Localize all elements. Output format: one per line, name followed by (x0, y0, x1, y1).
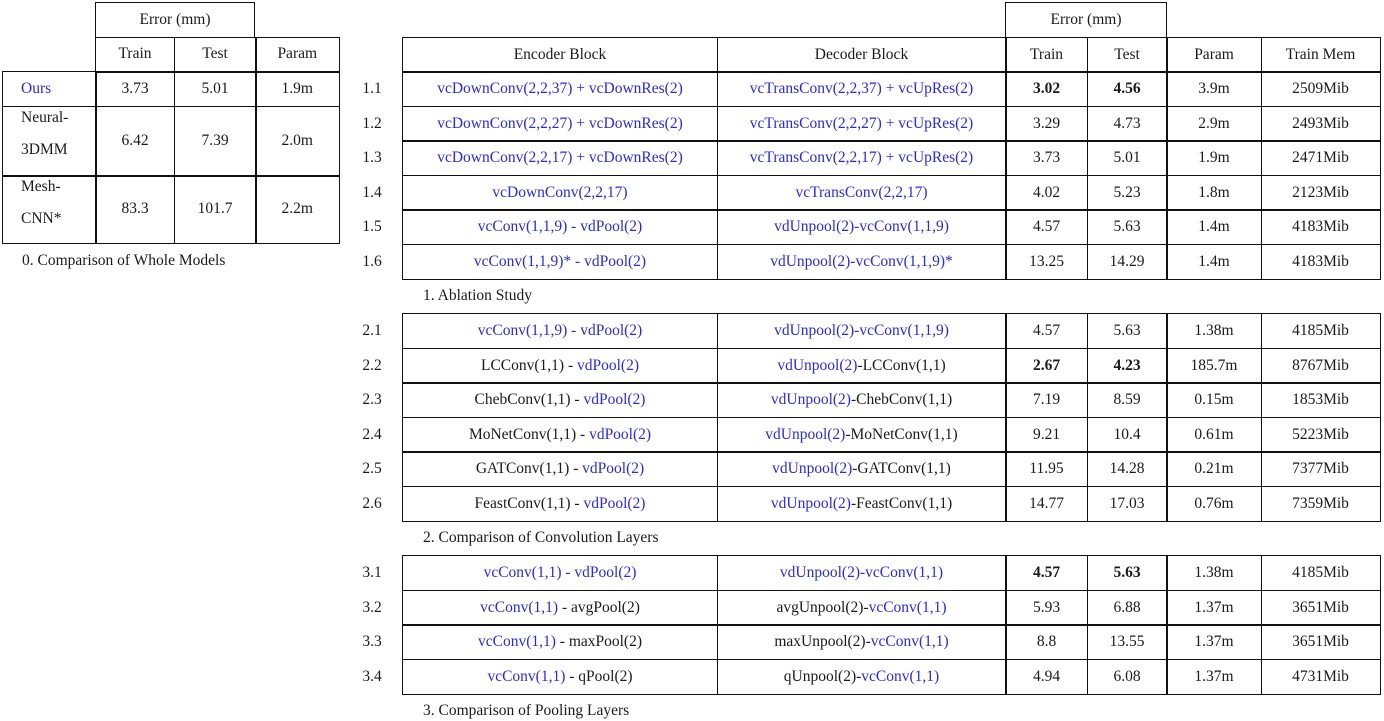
encoder-cell (402, 106, 718, 142)
test-cell (1087, 590, 1168, 626)
left-row-meshcnn-train (95, 175, 175, 244)
decoder-text-b: vdUnpool(2)-vcConv(1,1) (779, 564, 944, 581)
ours-train: 3.73 (121, 79, 149, 97)
train-cell (1005, 382, 1088, 418)
mem-value: 2509Mib (1292, 80, 1349, 97)
row-id: 1.1 (362, 80, 382, 97)
meshcnn-label-line2: CNN* (21, 210, 62, 228)
col-train (1005, 37, 1088, 73)
left-row-ours-param (255, 71, 341, 107)
test-value: 6.88 (1113, 598, 1141, 616)
mem-cell (1261, 313, 1381, 349)
encoder-cell (402, 313, 718, 349)
decoder-text-a: vdUnpool(2) (777, 356, 858, 374)
col-decoder-block-label: Decoder Block (814, 45, 909, 63)
param-value: 1.37m (1194, 598, 1234, 616)
test-cell (1087, 555, 1168, 591)
train-value: 9.21 (1032, 425, 1061, 443)
train-value: 3.02 (1032, 80, 1061, 97)
train-value: 4.57 (1032, 218, 1061, 235)
encoder-text-b: vdPool(2) (583, 391, 646, 408)
decoder-text: vcTransConv(2,2,37) + vcUpRes(2) (749, 80, 974, 97)
mem-value: 1853Mib (1292, 391, 1349, 408)
decoder-text-a: vdUnpool(2)-vcConv(1,1,9) (774, 322, 949, 339)
left-row-ours-train (95, 71, 175, 107)
mem-cell (1261, 106, 1381, 142)
left-col-param (255, 37, 341, 73)
test-cell (1087, 451, 1168, 487)
test-cell (1087, 71, 1168, 107)
param-value: 2.9m (1198, 114, 1230, 132)
test-cell (1087, 348, 1168, 384)
train-cell (1005, 624, 1088, 660)
param-value: 1.9m (1198, 149, 1230, 166)
train-cell (1005, 106, 1088, 142)
col-test-label: Test (1114, 45, 1140, 63)
param-value: 1.4m (1198, 218, 1230, 235)
decoder-text-b: -ChebConv(1,1) (850, 391, 953, 408)
test-value: 13.55 (1109, 633, 1145, 650)
mem-cell (1261, 175, 1381, 211)
train-cell (1005, 175, 1088, 211)
encoder-cell (402, 624, 718, 660)
mem-cell (1261, 140, 1381, 176)
test-value: 4.23 (1113, 356, 1141, 374)
encoder-cell (402, 209, 718, 245)
col-param (1166, 37, 1262, 73)
test-value: 14.28 (1109, 460, 1145, 477)
encoder-cell (402, 659, 718, 695)
mem-value: 4185Mib (1292, 322, 1349, 339)
mem-value: 5223Mib (1292, 425, 1349, 443)
encoder-text-b: - avgPool(2) (558, 598, 640, 616)
test-cell (1087, 140, 1168, 176)
decoder-text-a: vdUnpool(2) (770, 494, 851, 512)
test-cell (1087, 659, 1168, 695)
param-cell (1166, 486, 1262, 522)
left-row-meshcnn-test (174, 175, 257, 244)
param-cell (1166, 624, 1262, 660)
param-cell (1166, 106, 1262, 142)
decoder-cell (717, 348, 1007, 384)
decoder-cell (717, 106, 1007, 142)
row-id: 3.4 (362, 667, 382, 685)
encoder-text-b: vdPool(2) (582, 460, 645, 477)
param-value: 1.4m (1198, 252, 1230, 270)
test-cell (1087, 244, 1168, 280)
decoder-cell (717, 244, 1007, 280)
decoder-text: vcTransConv(2,2,17) (795, 183, 928, 201)
decoder-cell (717, 659, 1007, 695)
left-row-neural3dmm-train (95, 106, 175, 177)
col-encoder-block-label: Encoder Block (513, 45, 607, 63)
left-error-header-label: Error (mm) (139, 10, 211, 28)
row-id: 3.1 (362, 564, 382, 581)
decoder-text-b: vcConv(1,1) (861, 667, 940, 685)
train-value: 8.8 (1036, 633, 1057, 650)
decoder-text-a: avgUnpool(2)- (776, 598, 869, 616)
decoder-text-a: qUnpool(2)- (783, 667, 862, 685)
neural3dmm-label-line1: Neural- (21, 108, 69, 126)
train-value: 14.77 (1029, 494, 1064, 512)
mem-cell (1261, 244, 1381, 280)
decoder-text-b: -FeastConv(1,1) (850, 494, 953, 512)
encoder-text-b: vdPool(2) (583, 494, 646, 512)
train-value: 4.57 (1032, 322, 1061, 339)
param-cell (1166, 382, 1262, 418)
encoder-text-a: GATConv(1,1) - (475, 460, 583, 477)
param-cell (1166, 209, 1262, 245)
encoder-cell (402, 244, 718, 280)
param-value: 0.21m (1194, 460, 1234, 477)
right-error-header (1005, 2, 1167, 38)
col-test (1087, 37, 1168, 73)
encoder-text-b: vdPool(2) (577, 356, 639, 374)
col-train-mem (1261, 37, 1381, 73)
param-value: 0.15m (1194, 391, 1234, 408)
mem-cell (1261, 209, 1381, 245)
train-value: 3.29 (1032, 114, 1061, 132)
decoder-text: vdUnpool(2)-vcConv(1,1,9) (774, 218, 949, 235)
param-cell (1166, 71, 1262, 107)
param-cell (1166, 590, 1262, 626)
test-value: 5.63 (1113, 564, 1141, 581)
left-row-meshcnn-param (255, 175, 341, 244)
row-id: 1.4 (362, 183, 382, 201)
train-cell (1005, 555, 1088, 591)
param-value: 0.61m (1194, 425, 1234, 443)
left-col-train (95, 37, 175, 73)
test-value: 14.29 (1109, 252, 1145, 270)
left-row-neural3dmm-name (2, 106, 97, 177)
decoder-cell (717, 209, 1007, 245)
left-col-train-label: Train (118, 45, 152, 63)
neural3dmm-train: 6.42 (121, 131, 149, 149)
left-col-param-label: Param (277, 45, 318, 63)
param-value: 1.37m (1194, 667, 1234, 685)
ablation-caption: 1. Ablation Study (423, 287, 532, 304)
train-value: 4.94 (1032, 667, 1061, 685)
decoder-cell (717, 175, 1007, 211)
row-id: 1.2 (362, 114, 382, 132)
train-value: 7.19 (1032, 391, 1061, 408)
decoder-cell (717, 451, 1007, 487)
col-decoder-block (717, 37, 1007, 73)
decoder-cell (717, 382, 1007, 418)
mem-cell (1261, 486, 1381, 522)
decoder-text-a: vdUnpool(2) (770, 391, 851, 408)
param-cell (1166, 313, 1262, 349)
train-value: 4.02 (1032, 183, 1061, 201)
ours-label: Ours (21, 79, 52, 97)
mem-value: 2471Mib (1292, 149, 1349, 166)
param-value: 3.9m (1198, 80, 1230, 97)
decoder-text-a: vdUnpool(2) (765, 425, 846, 443)
row-id: 1.6 (362, 252, 382, 270)
train-cell (1005, 486, 1088, 522)
train-cell (1005, 71, 1088, 107)
decoder-cell (717, 590, 1007, 626)
encoder-text-a: ChebConv(1,1) - (474, 391, 584, 408)
whole-models-table (2, 2, 340, 244)
mem-value: 2123Mib (1292, 183, 1349, 201)
decoder-text-a: maxUnpool(2)- (774, 633, 871, 650)
mem-value: 4183Mib (1292, 252, 1349, 270)
decoder-text-b: -MoNetConv(1,1) (845, 425, 958, 443)
param-cell (1166, 175, 1262, 211)
meshcnn-train: 83.3 (121, 200, 149, 218)
left-row-ours-name (2, 71, 97, 107)
encoder-cell (402, 140, 718, 176)
train-cell (1005, 451, 1088, 487)
param-cell (1166, 417, 1262, 453)
decoder-text: vcTransConv(2,2,17) + vcUpRes(2) (749, 149, 974, 166)
train-cell (1005, 209, 1088, 245)
test-value: 5.63 (1113, 218, 1141, 235)
meshcnn-param: 2.2m (281, 200, 313, 218)
neural3dmm-label-line2: 3DMM (21, 140, 68, 158)
decoder-cell (717, 140, 1007, 176)
left-row-neural3dmm-test (174, 106, 257, 177)
param-cell (1166, 555, 1262, 591)
test-cell (1087, 106, 1168, 142)
mem-cell (1261, 590, 1381, 626)
train-value: 3.73 (1032, 149, 1061, 166)
left-error-header (95, 2, 255, 38)
encoder-cell (402, 348, 718, 384)
encoder-text: vcDownConv(2,2,17) (492, 183, 628, 201)
encoder-text-a: vcConv(1,1) - vdPool(2) (483, 564, 637, 581)
train-value: 11.95 (1029, 460, 1064, 477)
col-param-label: Param (1194, 45, 1234, 63)
mem-value: 2493Mib (1292, 114, 1349, 132)
test-value: 6.08 (1113, 667, 1141, 685)
decoder-text-b: vcConv(1,1) (868, 598, 947, 616)
col-train-mem-label: Train Mem (1285, 45, 1356, 63)
test-cell (1087, 417, 1168, 453)
train-value: 4.57 (1032, 564, 1061, 581)
mem-cell (1261, 348, 1381, 384)
encoder-cell (402, 382, 718, 418)
param-value: 185.7m (1190, 356, 1238, 374)
mem-cell (1261, 71, 1381, 107)
train-value: 13.25 (1029, 252, 1064, 270)
neural3dmm-test: 7.39 (201, 131, 229, 149)
param-cell (1166, 451, 1262, 487)
encoder-text-b: vdPool(2) (589, 425, 652, 443)
param-value: 1.8m (1198, 183, 1230, 201)
decoder-cell (717, 624, 1007, 660)
encoder-text-a: LCConv(1,1) - (480, 356, 577, 374)
meshcnn-label-line1: Mesh- (21, 178, 61, 195)
row-id: 2.6 (362, 494, 382, 512)
param-cell (1166, 244, 1262, 280)
row-id: 1.5 (362, 218, 382, 235)
test-cell (1087, 624, 1168, 660)
mem-value: 4185Mib (1292, 564, 1349, 581)
test-cell (1087, 382, 1168, 418)
mem-cell (1261, 624, 1381, 660)
encoder-text: vcConv(1,1,9) - vdPool(2) (477, 218, 643, 235)
train-value: 5.93 (1032, 598, 1061, 616)
mem-cell (1261, 417, 1381, 453)
encoder-cell (402, 417, 718, 453)
decoder-cell (717, 555, 1007, 591)
train-cell (1005, 417, 1088, 453)
mem-cell (1261, 382, 1381, 418)
train-cell (1005, 348, 1088, 384)
left-row-ours-test (174, 71, 257, 107)
mem-value: 7359Mib (1292, 494, 1349, 512)
mem-cell (1261, 451, 1381, 487)
col-train-label: Train (1029, 45, 1064, 63)
mem-value: 4183Mib (1292, 218, 1349, 235)
decoder-text-b: -LCConv(1,1) (857, 356, 946, 374)
train-cell (1005, 140, 1088, 176)
encoder-text-b: - qPool(2) (565, 667, 633, 685)
test-value: 8.59 (1113, 391, 1141, 408)
decoder-text-b: vcConv(1,1) (870, 633, 949, 650)
encoder-cell (402, 451, 718, 487)
encoder-text-a: vcConv(1,1) (487, 667, 566, 685)
decoder-text: vdUnpool(2)-vcConv(1,1,9)* (770, 252, 953, 270)
row-id: 3.2 (362, 598, 382, 616)
meshcnn-test: 101.7 (197, 200, 233, 218)
test-value: 10.4 (1113, 425, 1141, 443)
row-id: 2.1 (362, 322, 382, 339)
test-value: 5.01 (1113, 149, 1141, 166)
row-id: 2.5 (362, 460, 382, 477)
mem-value: 7377Mib (1292, 460, 1349, 477)
train-cell (1005, 659, 1088, 695)
row-id: 3.3 (362, 633, 382, 650)
decoder-cell (717, 71, 1007, 107)
test-cell (1087, 175, 1168, 211)
left-row-meshcnn-name (2, 175, 97, 244)
mem-value: 8767Mib (1292, 356, 1349, 374)
decoder-cell (717, 313, 1007, 349)
decoder-cell (717, 417, 1007, 453)
encoder-text: vcDownConv(2,2,37) + vcDownRes(2) (437, 80, 683, 97)
encoder-text-a: vcConv(1,1) (477, 633, 556, 650)
param-value: 1.38m (1194, 564, 1234, 581)
row-id: 2.3 (362, 391, 382, 408)
param-value: 0.76m (1194, 494, 1234, 512)
neural3dmm-param: 2.0m (281, 131, 313, 149)
encoder-text-a: MoNetConv(1,1) - (468, 425, 590, 443)
encoder-text-b: vcConv(1,1,9) - vdPool(2) (477, 322, 643, 339)
mem-value: 3651Mib (1292, 598, 1349, 616)
mem-cell (1261, 659, 1381, 695)
encoder-text: vcConv(1,1,9)* - vdPool(2) (473, 252, 647, 270)
mem-value: 3651Mib (1292, 633, 1349, 650)
ours-test: 5.01 (201, 79, 229, 97)
left-col-test (174, 37, 257, 73)
encoder-cell (402, 175, 718, 211)
encoder-cell (402, 71, 718, 107)
col-encoder-block (402, 37, 718, 73)
encoder-text: vcDownConv(2,2,27) + vcDownRes(2) (437, 114, 683, 132)
test-value: 4.56 (1113, 80, 1141, 97)
decoder-text: vcTransConv(2,2,27) + vcUpRes(2) (749, 114, 974, 132)
test-cell (1087, 486, 1168, 522)
decoder-cell (717, 486, 1007, 522)
ours-param: 1.9m (281, 79, 313, 97)
mem-value: 4731Mib (1292, 667, 1349, 685)
test-value: 4.73 (1113, 114, 1141, 132)
decoder-text-b: -GATConv(1,1) (852, 460, 951, 477)
whole-models-caption: 0. Comparison of Whole Models (22, 252, 226, 269)
encoder-text: vcDownConv(2,2,17) + vcDownRes(2) (437, 149, 683, 166)
row-id: 1.3 (362, 149, 382, 166)
pool-caption: 3. Comparison of Pooling Layers (423, 702, 630, 719)
train-cell (1005, 590, 1088, 626)
param-cell (1166, 348, 1262, 384)
encoder-cell (402, 590, 718, 626)
encoder-cell (402, 486, 718, 522)
train-cell (1005, 313, 1088, 349)
param-value: 1.38m (1194, 322, 1234, 339)
test-value: 17.03 (1109, 494, 1145, 512)
encoder-text-a: vcConv(1,1) (480, 598, 559, 616)
param-cell (1166, 140, 1262, 176)
row-id: 2.2 (362, 356, 382, 374)
test-cell (1087, 209, 1168, 245)
test-value: 5.23 (1113, 183, 1141, 201)
param-value: 1.37m (1194, 633, 1234, 650)
decoder-text-a: vdUnpool(2) (772, 460, 853, 477)
encoder-cell (402, 555, 718, 591)
row-id: 2.4 (362, 425, 382, 443)
test-cell (1087, 313, 1168, 349)
mem-cell (1261, 555, 1381, 591)
conv-caption: 2. Comparison of Convolution Layers (423, 529, 659, 546)
encoder-text-b: - maxPool(2) (555, 633, 643, 650)
param-cell (1166, 659, 1262, 695)
train-cell (1005, 244, 1088, 280)
test-value: 5.63 (1113, 322, 1141, 339)
left-col-test-label: Test (202, 45, 228, 63)
left-row-neural3dmm-param (255, 106, 341, 177)
encoder-text-a: FeastConv(1,1) - (474, 494, 584, 512)
train-value: 2.67 (1032, 356, 1061, 374)
right-error-header-label: Error (mm) (1050, 11, 1122, 28)
